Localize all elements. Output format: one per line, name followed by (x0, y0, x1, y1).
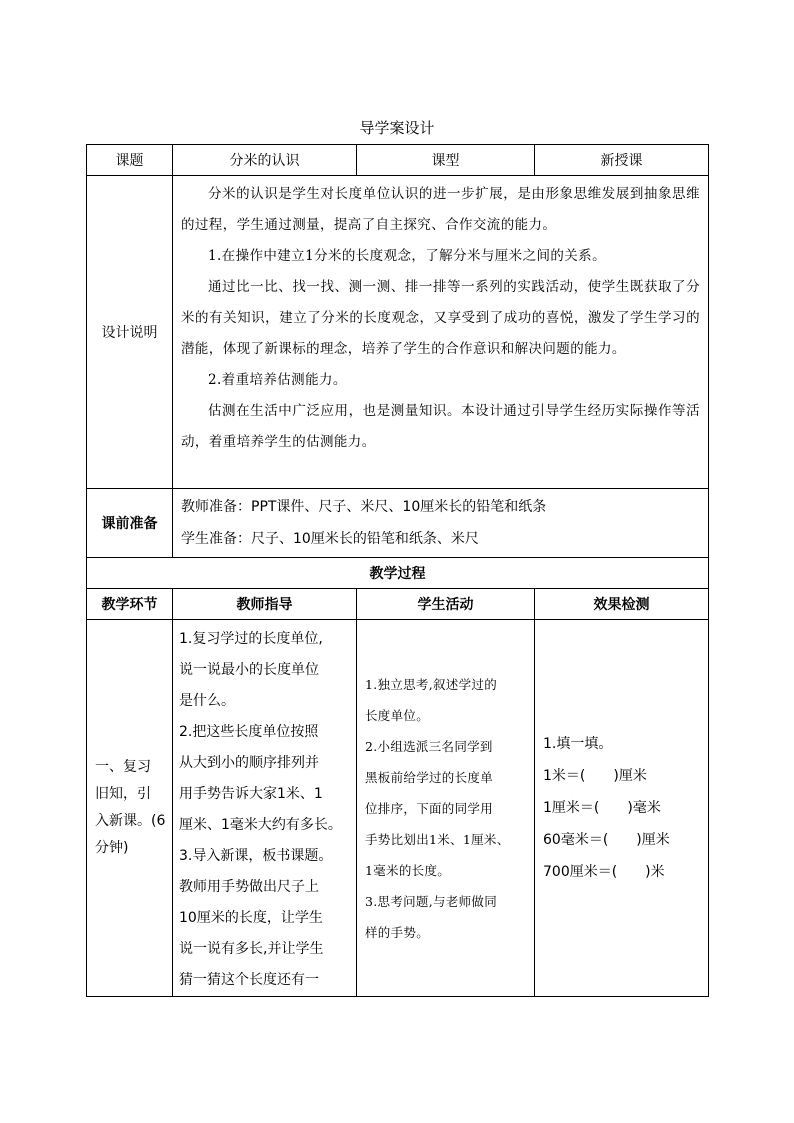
column-header: 教师指导 (173, 589, 357, 620)
step-line: 分钟) (95, 840, 129, 856)
design-description (173, 176, 709, 489)
guide-line: 猜一猜这个长度还有一 (179, 972, 319, 988)
step-line: 一、复习 (95, 759, 151, 775)
lesson-plan-table (86, 144, 709, 997)
student-prep: 学生准备：尺子、10厘米长的铅笔和纸条、米尺 (181, 531, 479, 547)
guide-line: 从大到小的顺序排列并 (179, 755, 319, 771)
process-title: 教学过程 (87, 558, 709, 589)
column-header: 学生活动 (357, 589, 535, 620)
check-line: 60毫米＝( )厘米 (543, 832, 670, 848)
prep-content (173, 489, 709, 558)
type-label: 课型 (357, 145, 535, 176)
guide-line: 用手势告诉大家1米、1 (179, 786, 323, 802)
guide-line: 3.导入新课，板书课题。 (179, 848, 333, 864)
activity-line: 长度单位。 (365, 707, 430, 723)
activity-line: 2.小组选派三名同学到 (365, 738, 493, 754)
teacher-guidance (173, 620, 357, 997)
column-header: 效果检测 (535, 589, 709, 620)
column-header: 教学环节 (87, 589, 173, 620)
activity-line: 位排序，下面的同学用 (365, 800, 494, 816)
type-value: 新授课 (535, 145, 709, 176)
course-value: 分米的认识 (173, 145, 357, 176)
guide-line: 10厘米的长度，让学生 (179, 910, 323, 926)
activity-line: 3.思考问题,与老师做同 (365, 893, 497, 909)
activity-line: 1.独立思考,叙述学过的 (365, 676, 497, 692)
design-paragraph: 通过比一比、找一找、测一测、排一排等一系列的实践活动，使学生既获取了分米的有关知识，建立了分米的长度观念，又享受到了成功的喜悦，激发了学生学习的潜能，体现了新课标的理念，培养了学生的合作意识和解决问题的能力。 (181, 279, 700, 357)
design-paragraph: 估测在生活中广泛应用，也是测量知识。本设计通过引导学生经历实际操作等活动，着重培养学生的估测能力。 (181, 403, 700, 450)
step-cell (87, 620, 173, 997)
prep-row (87, 489, 709, 558)
design-row (87, 176, 709, 489)
check-line: 1.填一填。 (543, 736, 613, 752)
guide-line: 说一说有多长,并让学生 (179, 941, 324, 957)
activity-line: 样的手势。 (365, 924, 430, 940)
step-line: 入新课。(6 (95, 813, 166, 829)
prep-label: 课前准备 (87, 489, 173, 558)
activity-line: 手势比划出1米、1厘米、 (365, 831, 510, 847)
guide-line: 说一说最小的长度单位 (179, 662, 319, 678)
activity-line: 1毫米的长度。 (365, 862, 451, 878)
step-line: 旧知，引 (95, 786, 151, 802)
process-row (87, 620, 709, 997)
guide-line: 厘米、1毫米大约有多长。 (179, 817, 342, 833)
design-paragraph: 1.在操作中建立1分米的长度观念，了解分米与厘米之间的关系。 (208, 248, 606, 264)
check-line: 1厘米＝( )毫米 (543, 800, 661, 816)
process-title-row (87, 558, 709, 589)
effect-check (535, 620, 709, 997)
header-row (87, 145, 709, 176)
activity-line: 黑板前给学过的长度单 (365, 769, 494, 785)
guide-line: 2.把这些长度单位按照 (179, 724, 319, 740)
check-line: 700厘米＝( )米 (543, 864, 665, 880)
design-label: 设计说明 (87, 176, 173, 489)
document-title: 导学案设计 (359, 119, 435, 137)
teacher-prep: 教师准备：PPT课件、尺子、米尺、10厘米长的铅笔和纸条 (181, 499, 547, 515)
check-line: 1米＝( )厘米 (543, 768, 647, 784)
process-header-row (87, 589, 709, 620)
design-paragraph: 2.着重培养估测能力。 (208, 372, 347, 388)
guide-line: 教师用手势做出尺子上 (179, 879, 319, 895)
guide-line: 是什么。 (179, 693, 235, 709)
student-activity (357, 620, 535, 997)
course-label: 课题 (87, 145, 173, 176)
guide-line: 1.复习学过的长度单位, (179, 631, 323, 647)
design-paragraph: 分米的认识是学生对长度单位认识的进一步扩展，是由形象思维发展到抽象思维的过程，学生通过测量，提高了自主探究、合作交流的能力。 (181, 186, 700, 233)
